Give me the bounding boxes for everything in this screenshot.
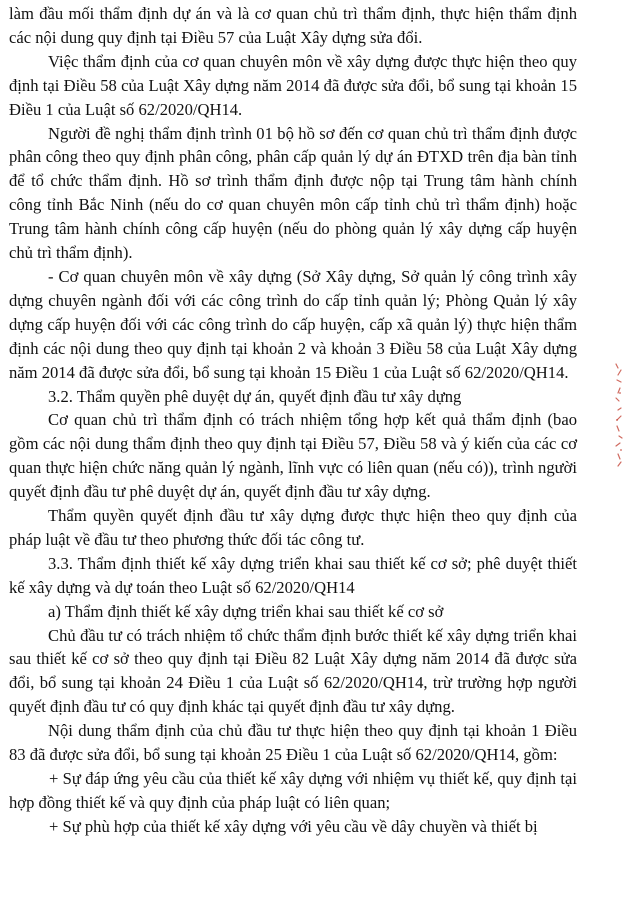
paragraph: Cơ quan chủ trì thẩm định có trách nhiệm tổng hợp kết quả thẩm định (bao gồm các nội dung thẩm định theo quy định tại Điều 57, Điều 58 và ý kiến của các cơ quan thực hiện chức năng quản lý ngành, lĩnh vực có liên quan (nếu có)), trình người quyết định đầu tư phê duyệt dự án, quyết định đầu tư xây dựng. (9, 410, 577, 502)
paragraph: - Cơ quan chuyên môn về xây dựng (Sở Xây dựng, Sở quản lý công trình xây dựng chuyên ngành đối với các công trình do cấp tỉnh quản lý; Phòng Quản lý xây dựng cấp huyện đối với các công trình do cấp huyện, cấp xã quản lý) thực hiện thẩm định các nội dung theo quy định tại khoản 2 và khoản 3 Điều 58 của Luật Xây dựng năm 2014 đã được sửa đổi, bổ sung tại khoản 15 Điều 1 của Luật số 62/2020/QH14. (9, 266, 577, 382)
section-heading: 3.3. Thẩm định thiết kế xây dựng triển khai sau thiết kế cơ sở; phê duyệt thiết kế xây dựng và dự toán theo Luật số 62/2020/QH14 (9, 553, 577, 597)
paragraph: Chủ đầu tư có trách nhiệm tổ chức thẩm định bước thiết kế xây dựng triển khai sau thiết kế cơ sở theo quy định tại Điều 82 Luật Xây dựng năm 2014 đã được sửa đổi, bổ sung tại khoản 24 Điều 1 của Luật số 62/2020/QH14, trừ trường hợp người quyết định đầu tư có quy định khác tại quyết định đầu tư xây dựng. (9, 625, 577, 717)
paragraph: Thẩm quyền quyết định đầu tư xây dựng được thực hiện theo quy định của pháp luật về đầu tư theo phương thức đối tác công tư. (9, 506, 577, 549)
section-heading: 3.2. Thẩm quyền phê duyệt dự án, quyết định đầu tư xây dựng (48, 386, 462, 406)
document-body (9, 2, 577, 839)
list-item: + Sự đáp ứng yêu cầu của thiết kế xây dựng với nhiệm vụ thiết kế, quy định tại hợp đồng thiết kế và quy định của pháp luật có liên quan; (9, 769, 577, 812)
margin-stamp-mark (612, 360, 626, 470)
paragraph: Nội dung thẩm định của chủ đầu tư thực hiện theo quy định tại khoản 1 Điều 83 đã được sửa đổi, bổ sung tại khoản 25 Điều 1 của Luật số 62/2020/QH14, gồm: (9, 721, 577, 765)
paragraph: Việc thẩm định của cơ quan chuyên môn về xây dựng được thực hiện theo quy định tại Điều 58 của Luật Xây dựng năm 2014 đã được sửa đổi, bổ sung tại khoản 15 Điều 1 của Luật số 62/2020/QH14. (9, 51, 577, 119)
subsection-heading: a) Thẩm định thiết kế xây dựng triển khai sau thiết kế cơ sở (48, 601, 444, 621)
list-item: + Sự phù hợp của thiết kế xây dựng với yêu cầu về dây chuyền và thiết bị (49, 816, 538, 836)
paragraph: Người đề nghị thẩm định trình 01 bộ hồ sơ đến cơ quan chủ trì thẩm định được phân công theo quy định phân công, phân cấp quản lý dự án ĐTXD trên địa bàn tỉnh để tổ chức thẩm định. Hồ sơ trình thẩm định được nộp tại Trung tâm hành chính công tỉnh Bắc Ninh (nếu do cơ quan chuyên môn cấp tỉnh chủ trì thẩm định) hoặc Trung tâm hành chính công cấp huyện (nếu do phòng quản lý xây dựng cấp huyện chủ trì thẩm định). (9, 123, 577, 263)
paragraph: làm đầu mối thẩm định dự án và là cơ quan chủ trì thẩm định, thực hiện thẩm định các nội dung quy định tại Điều 57 của Luật Xây dựng sửa đổi. (9, 4, 577, 47)
